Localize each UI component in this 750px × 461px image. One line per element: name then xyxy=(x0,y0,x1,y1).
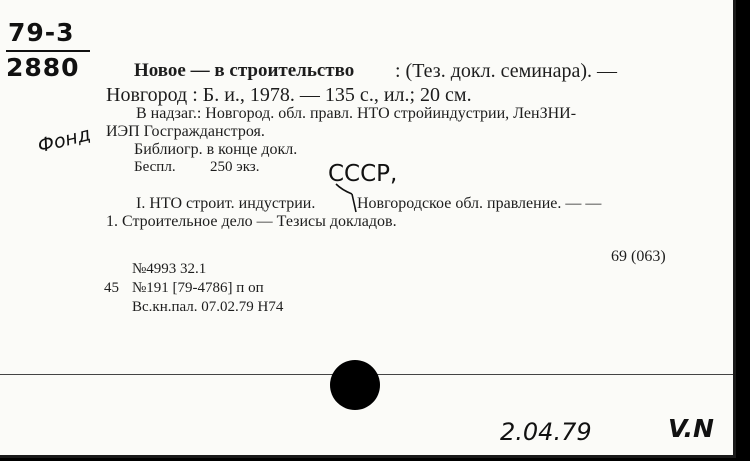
note-bibliography: Библиогр. в конце докл. xyxy=(134,141,298,158)
note-copies: 250 экз. xyxy=(210,159,260,175)
entry-title-rest: : (Тез. докл. семинара). — xyxy=(395,60,618,82)
handwritten-country: СССР, xyxy=(328,161,398,187)
note-price: Беспл. xyxy=(134,159,176,175)
handwritten-side-note: Фонд xyxy=(35,123,93,158)
entry-title: Новое — в строительство xyxy=(134,60,355,81)
register-chamber: Вс.кн.пал. 07.02.79 Н74 xyxy=(132,299,284,315)
tracing-subject: 1. Строительное дело — Тезисы докладов. xyxy=(106,213,397,230)
note-heading-statement-cont: ИЭП Госгражданстроя. xyxy=(106,123,265,140)
register-prefix: 45 xyxy=(104,280,119,296)
shelfmark-top: 79-3 xyxy=(8,18,75,47)
shelfmark-bottom: 2880 xyxy=(6,53,80,82)
classification-index: 69 (063) xyxy=(611,248,666,265)
register-order: №191 [79-4786] п оп xyxy=(132,280,264,296)
tracing-corporate-cont: Новгородское обл. правление. — — xyxy=(357,195,602,212)
register-number: №4993 32.1 xyxy=(132,261,207,277)
footer-date: 2.04.79 xyxy=(500,418,592,446)
tracing-corporate: I. НТО строит. индустрии. xyxy=(136,195,316,212)
note-heading-statement: В надзаг.: Новгород. обл. правл. НТО стройиндустрии, ЛенЗНИ- xyxy=(136,105,577,122)
punch-hole xyxy=(330,360,380,410)
entry-imprint: Новгород : Б. и., 1978. — 135 с., ил.; 20 см. xyxy=(106,84,472,106)
footer-initials: V.N xyxy=(668,414,714,443)
